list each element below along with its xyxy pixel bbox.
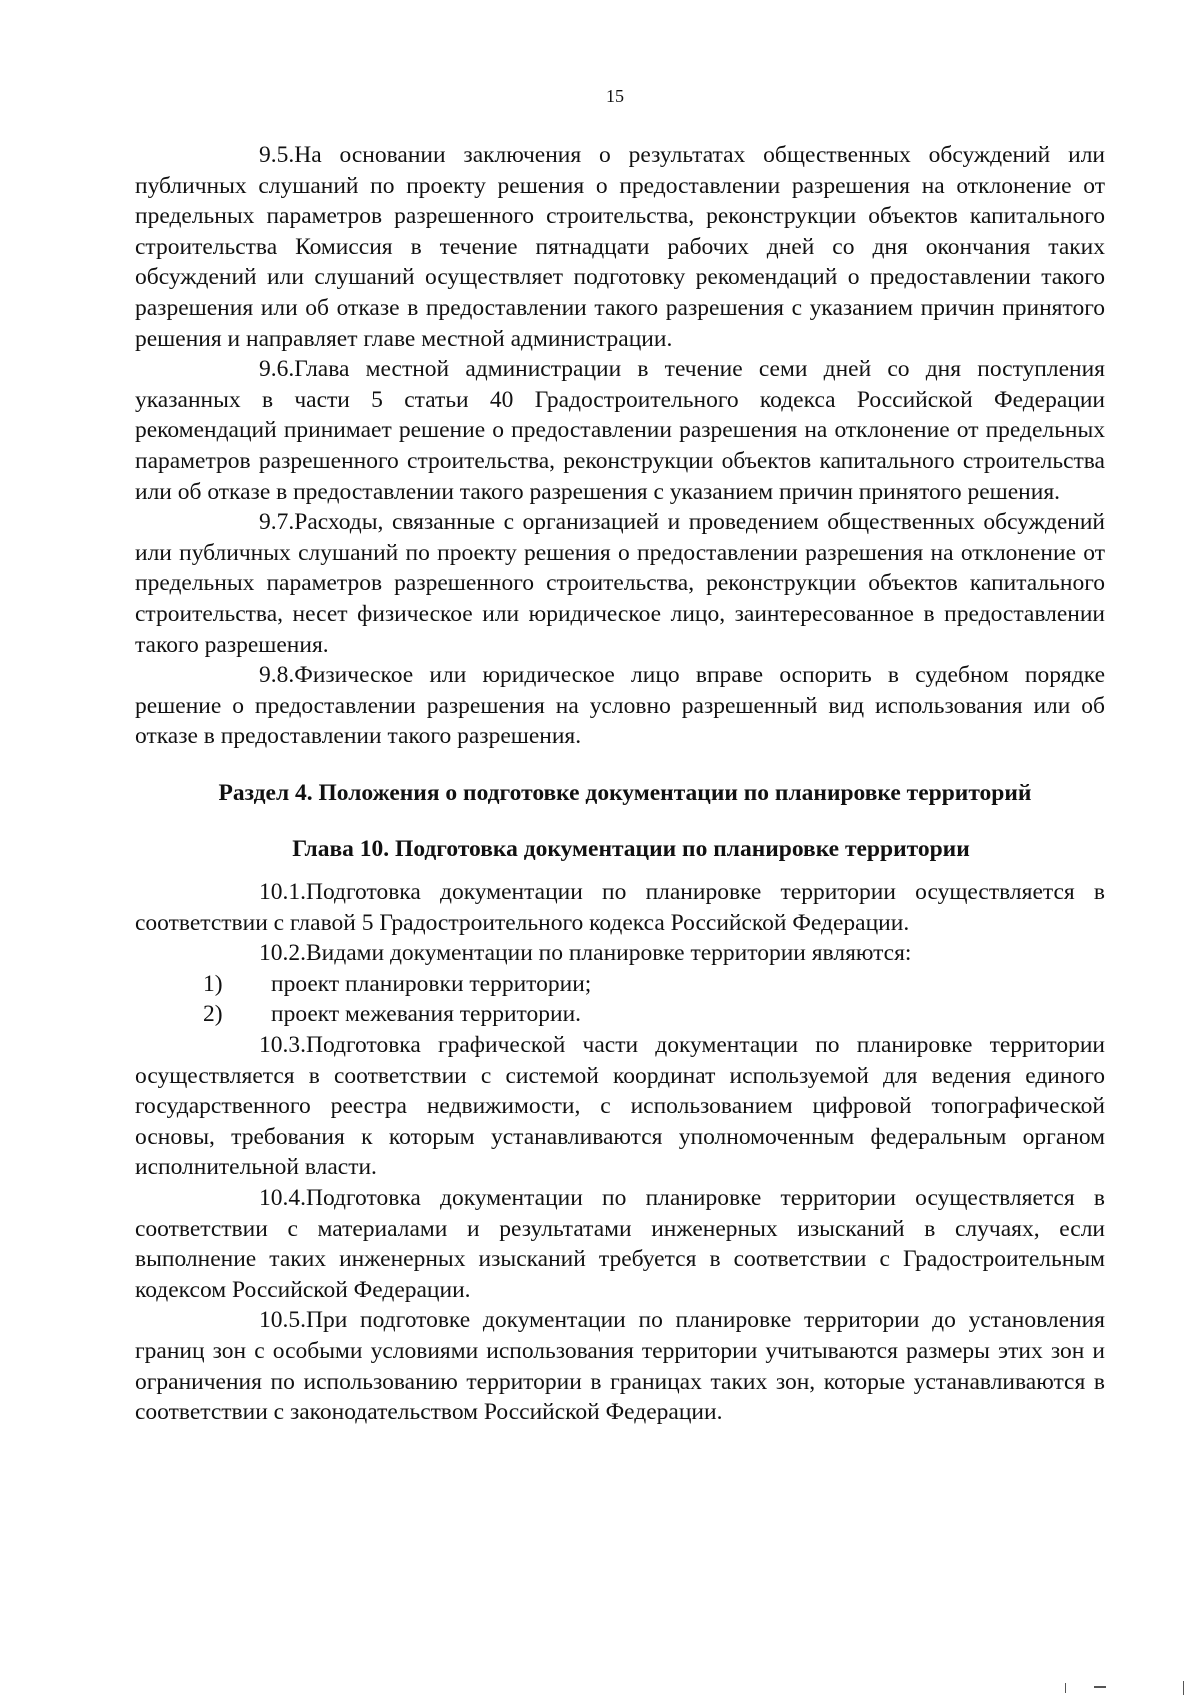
- scan-artifact: [1094, 1686, 1106, 1688]
- paragraph-10-1: [135, 877, 1105, 938]
- scan-artifact: [1065, 1683, 1066, 1693]
- paragraph-text: На основании заключения о результатах общественных обсуждений или публичных слушаний по проекту решения о предоставлении разрешения на отклонение от предельных параметров разрешенного строительства, реконструкции объектов капитального строительства Комиссия в течение пятнадцати рабочих дней со дня окончания таких обсуждений или слушаний осуществляет подготовку рекомендаций о предоставлении такого разрешения или об отказе в предоставлении такого разрешения с указанием причин принятого решения и направляет главе местной администрации.: [135, 142, 1105, 352]
- paragraph-text: Видами документации по планировке территории являются:: [306, 940, 912, 967]
- document-body: [135, 140, 1105, 1428]
- list-marker: 1): [203, 970, 223, 997]
- scan-artifact: [1183, 1681, 1184, 1695]
- paragraph-number: 10.4.: [259, 1185, 306, 1211]
- list-item-text: проект межевания территории.: [271, 1001, 582, 1028]
- paragraph-number: 9.8.: [259, 662, 295, 689]
- paragraph-number: 10.5.: [259, 1307, 306, 1334]
- paragraph-number: 9.7.: [259, 509, 295, 536]
- paragraph-10-3: [135, 1030, 1105, 1183]
- paragraph-number: 9.6.: [259, 356, 295, 383]
- paragraph-9-7: [135, 507, 1105, 660]
- paragraph-9-6: [135, 354, 1105, 507]
- paragraph-text: Подготовка документации по планировке территории осуществляется в соответствии с материалами и результатами инженерных изысканий в случаях, если выполнение таких инженерных изысканий требуется в соответствии с Градостроительным кодексом Российской Федерации.: [135, 1185, 1105, 1303]
- paragraph-10-5: [135, 1305, 1105, 1427]
- page-number: 15: [606, 86, 624, 106]
- list-item-text: проект планировки территории;: [271, 970, 592, 997]
- chapter-heading: Глава 10. Подготовка документации по планировке территории: [292, 836, 970, 863]
- paragraph-number: 10.3.: [259, 1032, 306, 1059]
- paragraph-text: Глава местной администрации в течение семи дней со дня поступления указанных в части 5 статьи 40 Градостроительного кодекса Российской Федерации рекомендаций принимает решение о предоставлении разрешения на отклонение от предельных параметров разрешенного строительства, реконструкции объектов капитального строительства или об отказе в предоставлении такого разрешения с указанием причин принятого решения.: [135, 356, 1105, 505]
- paragraph-text: Расходы, связанные с организацией и проведением общественных обсуждений или публичных слушаний по проекту решения о предоставлении разрешения на отклонение от предельных параметров разрешенного строительства, реконструкции объектов капитального строительства, несет физическое или юридическое лицо, заинтересованное в предоставлении такого разрешения.: [135, 509, 1105, 658]
- list-item: [135, 969, 1105, 1000]
- paragraph-10-2: [135, 938, 1105, 969]
- paragraph-text: Подготовка графической части документации по планировке территории осуществляется в соответствии с системой координат используемой для ведения единого государственного реестра недвижимости, с использованием цифровой топографической основы, требования к которым устанавливаются уполномоченным федеральным органом исполнительной власти.: [135, 1032, 1105, 1181]
- paragraph-number: 10.2.: [259, 940, 306, 967]
- paragraph-text: Подготовка документации по планировке территории осуществляется в соответствии с главой 5 Градостроительного кодекса Российской Федерации.: [135, 879, 1105, 936]
- paragraph-number: 10.1.: [259, 879, 306, 906]
- paragraph-9-5: [135, 140, 1105, 354]
- paragraph-10-4: [135, 1183, 1105, 1305]
- list-marker: 2): [203, 1001, 223, 1028]
- paragraph-9-8: [135, 660, 1105, 752]
- paragraph-text: Физическое или юридическое лицо вправе оспорить в судебном порядке решение о предоставлении разрешения на условно разрешенный вид использования или об отказе в предоставлении такого разрешения.: [135, 662, 1105, 750]
- section-heading: Раздел 4. Положения о подготовке документации по планировке территорий: [218, 779, 1032, 806]
- paragraph-number: 9.5.: [259, 142, 295, 168]
- paragraph-text: При подготовке документации по планировке территории до установления границ зон с особыми условиями использования территории учитываются размеры этих зон и ограничения по использованию территории в границах таких зон, которые устанавливаются в соответствии с законодательством Российской Федерации.: [135, 1307, 1105, 1426]
- list-item: [135, 999, 1105, 1030]
